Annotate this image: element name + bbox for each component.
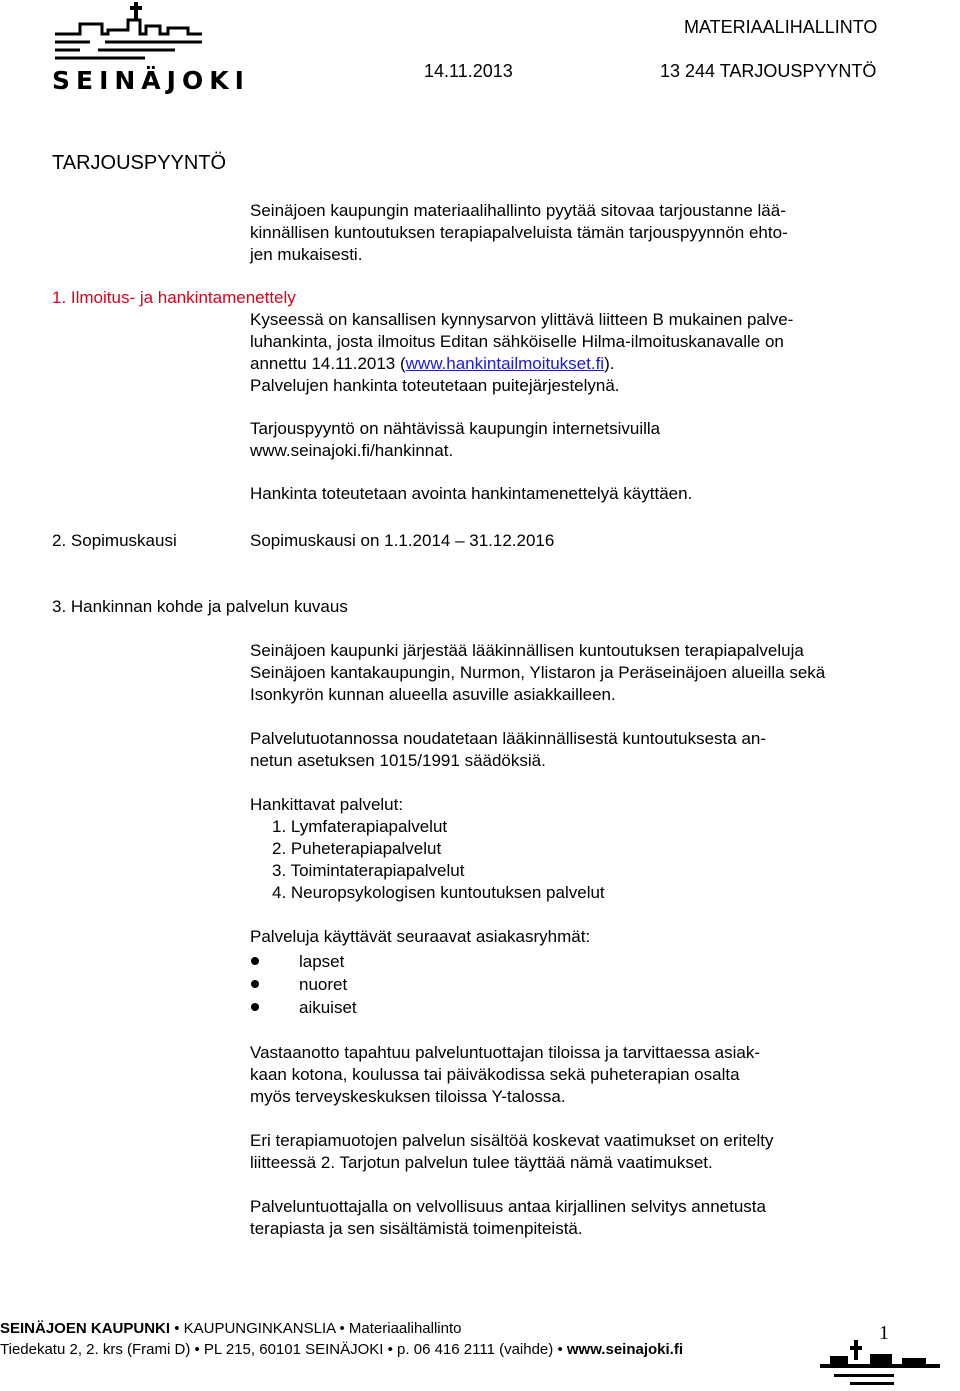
s1-line: luhankinta, josta ilmoitus Editan sähköiselle Hilma-ilmoituskanavalle on (250, 332, 784, 351)
header-date: 14.11.2013 (424, 61, 513, 81)
section-1-body (250, 309, 793, 505)
footer-skyline-icon (820, 1336, 940, 1391)
footer (0, 1318, 683, 1360)
s3-line: Vastaanotto tapahtuu palveluntuottajan tiloissa ja tarvittaessa asiak- (250, 1043, 760, 1062)
s3-line: liitteessä 2. Tarjotun palvelun tulee täyttää nämä vaatimukset. (250, 1153, 713, 1172)
s3-line: kaan kotona, koulussa tai päiväkodissa sekä puheterapian osalta (250, 1065, 740, 1084)
groups-heading: Palveluja käyttävät seuraavat asiakasryhmät: (250, 927, 591, 946)
s3-line: Palvelutuotannossa noudatetaan lääkinnällisestä kuntoutuksesta an- (250, 729, 767, 748)
section-3-heading: 3. Hankinnan kohde ja palvelun kuvaus (52, 597, 348, 616)
list-item: 1. Lymfaterapiapalvelut (272, 817, 448, 836)
city-logo (50, 0, 250, 100)
s3-line: myös terveyskeskuksen tiloissa Y-talossa. (250, 1087, 566, 1106)
s3-line: terapiasta ja sen sisältämistä toimenpiteistä. (250, 1219, 583, 1238)
s1-line: Kyseessä on kansallisen kynnysarvon ylittävä liitteen B mukainen palve- (250, 310, 794, 329)
skyline-icon (50, 0, 210, 66)
list-item (251, 950, 825, 973)
s1-line-with-link (250, 353, 793, 375)
s3-line: Eri terapiamuotojen palvelun sisältöä koskevat vaatimukset on eritelty (250, 1131, 774, 1150)
footer-website[interactable]: www.seinajoki.fi (566, 1341, 683, 1358)
bullet-icon (251, 980, 259, 988)
footer-address (0, 1339, 683, 1360)
groups-list (250, 950, 825, 1019)
s1-line3-pre: annettu 14.11.2013 ( (250, 354, 406, 373)
header-reference: 13 244 TARJOUSPYYNTÖ (660, 61, 877, 81)
section-3-body (250, 640, 825, 1240)
header-department: MATERIAALIHALLINTO (684, 17, 878, 37)
intro-line: Seinäjoen kaupungin materiaalihallinto pyytää sitovaa tarjoustanne lää- (250, 201, 786, 220)
list-item: 4. Neuropsykologisen kuntoutuksen palvelut (272, 883, 605, 902)
s1-line: www.seinajoki.fi/hankinnat. (250, 441, 454, 460)
bullet-icon (251, 957, 259, 965)
s1-line: Hankinta toteutetaan avointa hankintamenettelyä käyttäen. (250, 484, 693, 503)
bullet-icon (251, 1003, 259, 1011)
group-label: aikuiset (299, 998, 357, 1017)
section-1-heading: 1. Ilmoitus- ja hankintamenettely (52, 288, 296, 307)
section-2-text: Sopimuskausi on 1.1.2014 – 31.12.2016 (250, 531, 555, 550)
s1-line3-post: ). (604, 354, 615, 373)
s3-line: Seinäjoen kantakaupungin, Nurmon, Ylistaron ja Peräseinäjoen alueilla sekä (250, 663, 826, 682)
page-number: 1 (879, 1322, 889, 1344)
list-item: 2. Puheterapiapalvelut (272, 839, 442, 858)
s3-line: netun asetuksen 1015/1991 säädöksiä. (250, 751, 546, 770)
document-title: TARJOUSPYYNTÖ (52, 152, 227, 174)
s3-line: Seinäjoen kaupunki järjestää lääkinnällisen kuntoutuksen terapiapalveluja (250, 641, 804, 660)
group-label: lapset (299, 952, 345, 971)
intro-paragraph (250, 200, 788, 266)
logo-wordmark: SEINÄJOKI (52, 66, 250, 95)
group-label: nuoret (299, 975, 348, 994)
s3-line: Isonkyrön kunnan alueella asuville asiakkailleen. (250, 685, 616, 704)
services-list (250, 816, 825, 904)
footer-org-rest: • KAUPUNGINKANSLIA • Materiaalihallinto (170, 1320, 462, 1337)
s1-line: Tarjouspyyntö on nähtävissä kaupungin internetsivuilla (250, 419, 661, 438)
hankintailmoitukset-link[interactable]: www.hankintailmoitukset.fi (405, 354, 605, 373)
services-heading: Hankittavat palvelut: (250, 795, 404, 814)
list-item (251, 996, 825, 1019)
intro-line: jen mukaisesti. (250, 245, 363, 264)
footer-org (0, 1318, 683, 1339)
section-2-heading: 2. Sopimuskausi (52, 531, 177, 550)
intro-line: kinnällisen kuntoutuksen terapiapalveluista tämän tarjouspyynnön ehto- (250, 223, 788, 242)
list-item (251, 973, 825, 996)
footer-org-name: SEINÄJOEN KAUPUNKI (0, 1320, 171, 1337)
s1-line: Palvelujen hankinta toteutetaan puitejärjestelynä. (250, 376, 620, 395)
footer-address-text: Tiedekatu 2, 2. krs (Frami D) • PL 215, 60101 SEINÄJOKI • p. 06 416 2111 (vaihde) • (0, 1341, 567, 1358)
list-item: 3. Toimintaterapiapalvelut (272, 861, 465, 880)
s3-line: Palveluntuottajalla on velvollisuus antaa kirjallinen selvitys annetusta (250, 1197, 766, 1216)
